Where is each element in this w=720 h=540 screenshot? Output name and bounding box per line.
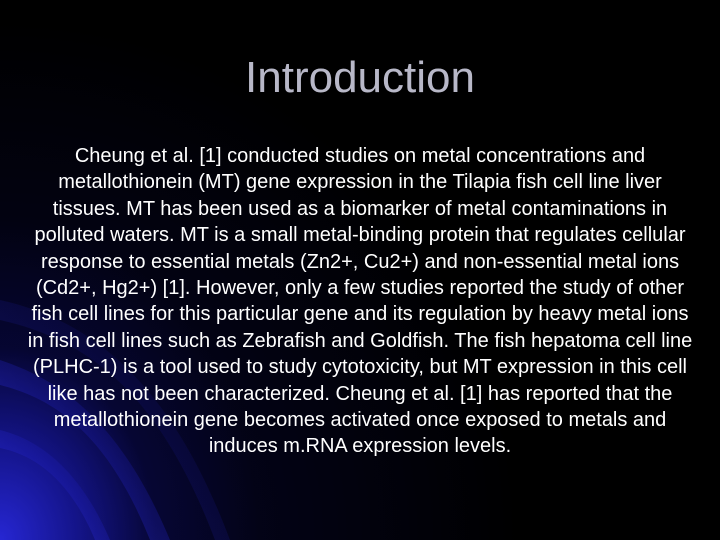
slide-title: Introduction (245, 53, 475, 102)
slide-body-paragraph: Cheung et al. [1] conducted studies on metal concentrations and metallothionein (MT) gene expression in the Tilapia fish cell line liver tissues. MT has been used as a biomarker of metal contaminations in polluted waters. MT is a small metal-binding protein that regulates cellular response to essential metals (Zn2+, Cu2+) and non-essential metal ions (Cd2+, Hg2+) [1]. However, only a few studies reported the study of other fish cell lines for this particular gene and its regulation by heavy metal ions in fish cell lines such as Zebrafish and Goldfish. The fish hepatoma cell line (PLHC-1) is a tool used to study cytotoxicity, but MT expression in this cell like has not been characterized. Cheung et al. [1] has reported that the metallothionein gene becomes activated once exposed to metals and induces m.RNA expression levels. (27, 145, 693, 458)
